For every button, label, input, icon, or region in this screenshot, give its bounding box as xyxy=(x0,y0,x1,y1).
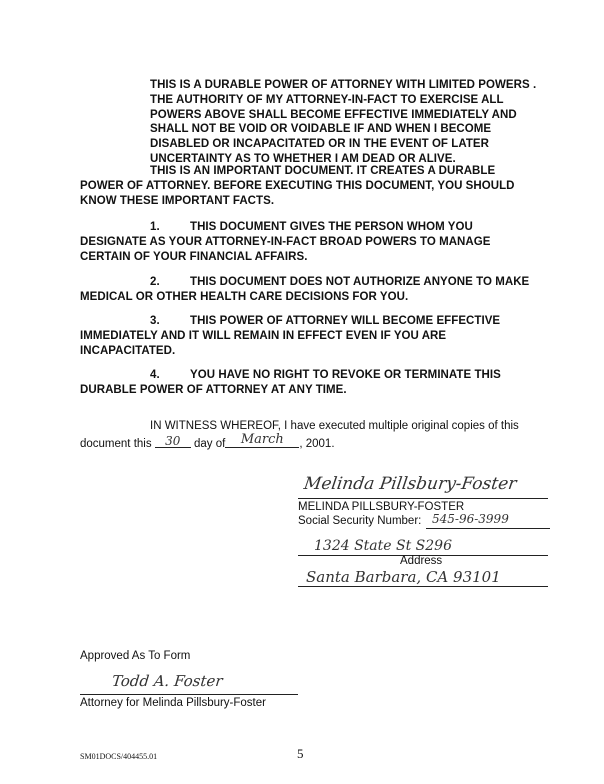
attorney-signature-line xyxy=(80,694,298,695)
fact-item-4 xyxy=(80,368,538,398)
fact-number: 4. xyxy=(150,369,160,381)
attorney-caption: Attorney for Melinda Pillsbury-Foster xyxy=(80,697,266,709)
witness-clause xyxy=(80,418,550,453)
signature-line xyxy=(298,498,548,499)
durable-power-text: THIS IS A DURABLE POWER OF ATTORNEY WITH LIMITED POWERS . THE AUTHORITY OF MY ATTORNEY-IN-FACT TO EXERCISE ALL POWERS ABOVE SHALL BECOME EFFECTIVE IMMEDIATELY AND SHALL NOT BE VOID OR VOIDABLE IF AND WHEN I BECOME DISABLED OR INCAPACITATED OR IN THE EVENT OF LATER UNCERTAINTY AS TO WHETHER I AM DEAD OR ALIVE. xyxy=(150,79,537,165)
signer-signature: Melinda Pillsbury-Foster xyxy=(302,474,518,494)
day-of-label: day of xyxy=(194,438,226,450)
day-handwriting: 30 xyxy=(165,434,181,448)
fact-text: THIS DOCUMENT DOES NOT AUTHORIZE ANYONE TO MAKE MEDICAL OR OTHER HEALTH CARE DECISIONS FOR YOU. xyxy=(80,276,530,303)
month-handwriting: March xyxy=(240,432,284,447)
fact-text: YOU HAVE NO RIGHT TO REVOKE OR TERMINATE THIS DURABLE POWER OF ATTORNEY AT ANY TIME. xyxy=(80,369,501,396)
important-document-paragraph xyxy=(80,164,538,208)
address-handwriting-1: 1324 State St S296 xyxy=(314,538,452,554)
ssn-handwriting: 545-96-3999 xyxy=(432,512,509,526)
document-id: SM01DOCS/404455.01 xyxy=(80,752,158,761)
witness-line-1: IN WITNESS WHEREOF, I have executed multiple original copies of this xyxy=(150,420,519,432)
signer-name: MELINDA PILLSBURY-FOSTER xyxy=(298,501,465,513)
fact-number: 2. xyxy=(150,276,160,288)
fact-text: THIS DOCUMENT GIVES THE PERSON WHOM YOU DESIGNATE AS YOUR ATTORNEY-IN-FACT BROAD POWERS TO MANAGE CERTAIN OF YOUR FINANCIAL AFFAIRS. xyxy=(80,221,491,263)
month-blank xyxy=(225,432,299,448)
ssn-line xyxy=(426,528,550,529)
year-text: , 2001. xyxy=(299,438,335,450)
ssn-label: Social Security Number: xyxy=(298,515,422,527)
address-handwriting-2: Santa Barbara, CA 93101 xyxy=(306,568,501,586)
witness-prefix: document this xyxy=(80,438,152,450)
page-number: 5 xyxy=(297,746,304,761)
fact-text: THIS POWER OF ATTORNEY WILL BECOME EFFECTIVE IMMEDIATELY AND IT WILL REMAIN IN EFFECT EVEN IF YOU ARE INCAPACITATED. xyxy=(80,315,501,357)
day-blank xyxy=(155,435,191,448)
fact-item-3 xyxy=(80,314,538,358)
attorney-signature: Todd A. Foster xyxy=(111,672,224,690)
fact-item-2 xyxy=(80,275,538,305)
fact-number: 1. xyxy=(150,221,160,233)
address-label: Address xyxy=(400,555,443,567)
approval-title: Approved As To Form xyxy=(80,650,191,662)
address-line-2 xyxy=(298,586,548,587)
fact-item-1 xyxy=(80,220,538,264)
durable-power-paragraph xyxy=(80,78,538,167)
important-document-text: THIS IS AN IMPORTANT DOCUMENT. IT CREATES A DURABLE POWER OF ATTORNEY. BEFORE EXECUTING THIS DOCUMENT, YOU SHOULD KNOW THESE IMPORTANT FACTS. xyxy=(80,165,515,207)
fact-number: 3. xyxy=(150,315,160,327)
witness-line-2 xyxy=(80,432,550,453)
